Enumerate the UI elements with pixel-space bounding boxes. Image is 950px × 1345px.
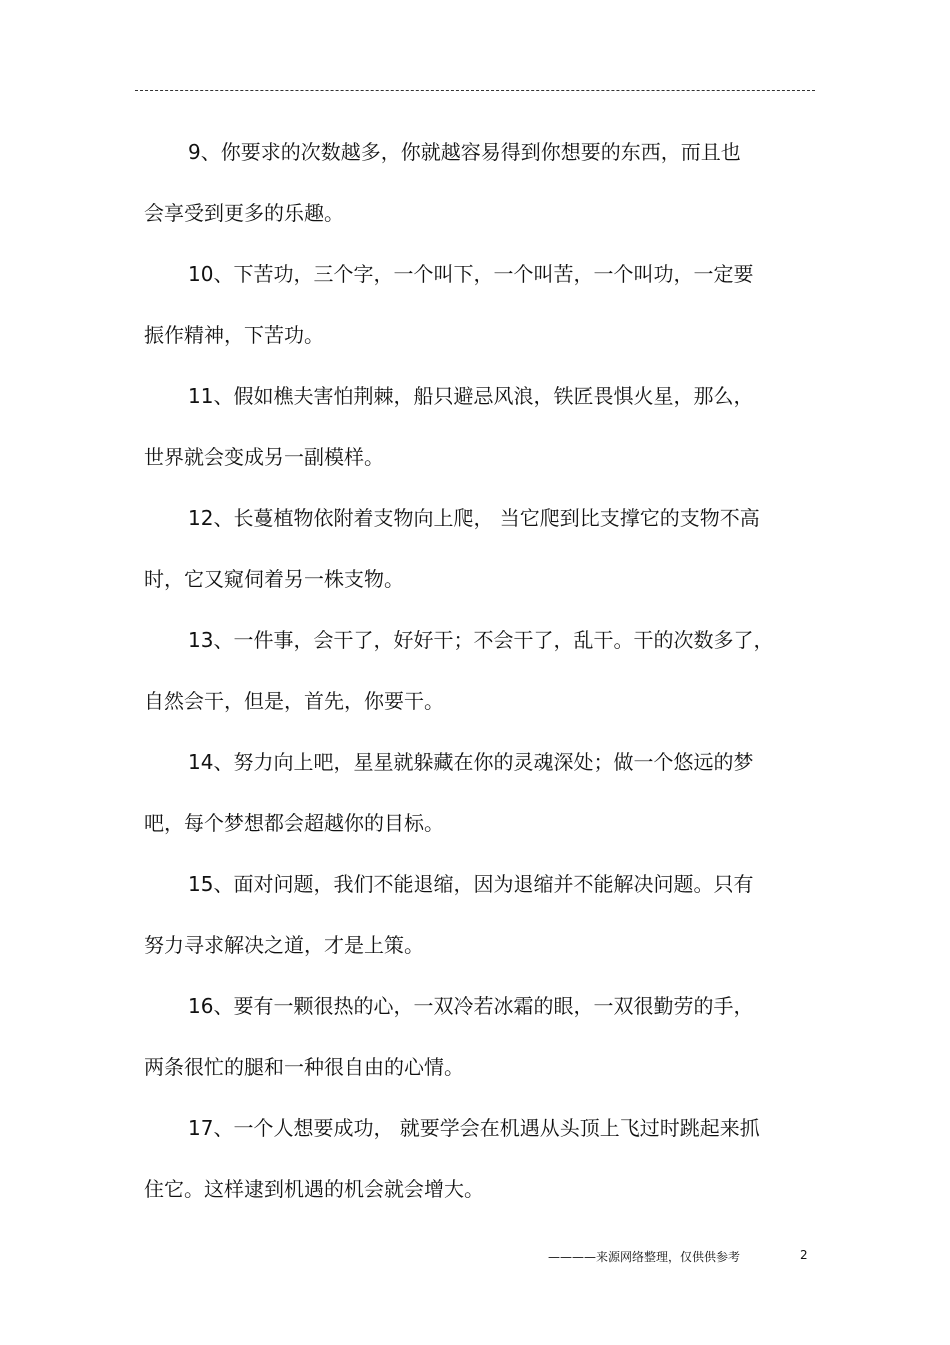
paragraph-12 [144, 488, 804, 610]
paragraph-line: 13、一件事，会干了，好好干；不会干了，乱干。干的次数多了， [188, 628, 774, 652]
page-number: 2 [800, 1248, 808, 1262]
paragraph-line: 世界就会变成另一副模样。 [144, 445, 384, 469]
paragraph-line: 时，它又窥伺着另一株支物。 [144, 567, 404, 591]
paragraph-line: 12、长蔓植物依附着支物向上爬， 当它爬到比支撑它的支物不高 [188, 506, 760, 530]
paragraph-line: 努力寻求解决之道，才是上策。 [144, 933, 424, 957]
paragraph-line: 10、下苦功，三个字，一个叫下，一个叫苦，一个叫功，一定要 [188, 262, 754, 286]
paragraph-16 [144, 976, 804, 1098]
paragraph-line: 振作精神，下苦功。 [144, 323, 324, 347]
paragraph-line: 住它。这样逮到机遇的机会就会增大。 [144, 1177, 484, 1201]
paragraph-line: 自然会干，但是，首先，你要干。 [144, 689, 444, 713]
paragraph-10 [144, 244, 804, 366]
paragraph-13 [144, 610, 804, 732]
paragraph-line: 16、要有一颗很热的心，一双冷若冰霜的眼，一双很勤劳的手， [188, 994, 754, 1018]
paragraph-line: 吧，每个梦想都会超越你的目标。 [144, 811, 444, 835]
paragraph-line: 9、你要求的次数越多，你就越容易得到你想要的东西，而且也 [188, 140, 741, 164]
paragraph-line: 15、面对问题，我们不能退缩，因为退缩并不能解决问题。只有 [188, 872, 754, 896]
paragraph-line: 14、努力向上吧，星星就躲藏在你的灵魂深处；做一个悠远的梦 [188, 750, 754, 774]
paragraph-15 [144, 854, 804, 976]
paragraph-9 [144, 122, 804, 244]
paragraph-line: 两条很忙的腿和一种很自由的心情。 [144, 1055, 464, 1079]
paragraph-line: 11、假如樵夫害怕荆棘，船只避忌风浪，铁匠畏惧火星，那么， [188, 384, 754, 408]
paragraph-14 [144, 732, 804, 854]
document-body [144, 122, 804, 1220]
paragraph-line: 会享受到更多的乐趣。 [144, 201, 344, 225]
paragraph-17 [144, 1098, 804, 1220]
paragraph-line: 17、一个人想要成功， 就要学会在机遇从头顶上飞过时跳起来抓 [188, 1116, 760, 1140]
paragraph-11 [144, 366, 804, 488]
header-rule [135, 90, 815, 91]
footer-note: ————来源网络整理，仅供供参考 [548, 1250, 741, 1264]
